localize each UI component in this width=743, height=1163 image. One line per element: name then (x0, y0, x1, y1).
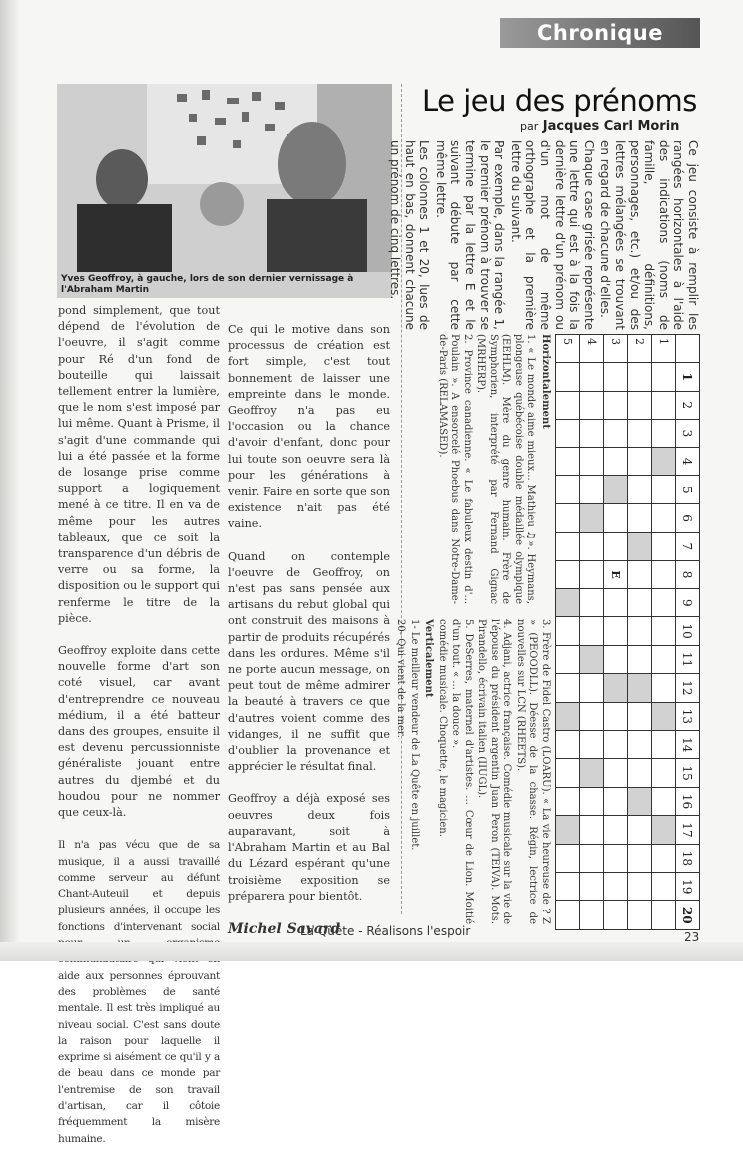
grid-cell[interactable] (580, 419, 604, 447)
clue-item: 1. « Le monde aime mieux... Mathieu ♫». Heymans, plongeuse québécoise double médaillée olympique (EEHLM). Mère du genre humain. Frère de Symphorien, interprété par Fernand Gignac (MRHERP). (475, 334, 537, 604)
grid-row (628, 335, 652, 930)
grid-col-label: 18 (676, 844, 700, 872)
puzzle-clues (395, 334, 551, 930)
puzzle-content (388, 140, 700, 930)
grid-cell[interactable] (652, 844, 676, 872)
grid-cell[interactable] (628, 702, 652, 730)
grid-cell[interactable] (652, 532, 676, 560)
grid-cell[interactable] (652, 731, 676, 759)
footer-shadow (0, 942, 743, 961)
grid-row-label: 4 (580, 335, 604, 363)
grid-row (556, 335, 580, 930)
grid-col-label: 17 (676, 816, 700, 844)
grid-col-label: 4 (676, 448, 700, 476)
grid-col-label: 11 (676, 645, 700, 673)
grid-cell[interactable] (556, 873, 580, 901)
byline-author: Jacques Carl Morin (542, 119, 680, 134)
article-paragraph: Ce qui le motive dans son processus de création est fort simple, c'est tout bonnement de laisser une empreinte dans le monde. Geoffroy n'a pas eu l'occasion ou la chance d'avoir d'enfant, donc pour lui toute son oeuvre sera là pour les générations à venir. Faire en sorte que son existence n'ait pas été vaine. (228, 323, 390, 531)
grid-cell[interactable] (652, 674, 676, 702)
grid-cell-shared[interactable] (628, 674, 652, 702)
puzzle-title: Le jeu des prénoms (422, 84, 697, 118)
clue-item: 2. Province canadienne. « Le fabuleux destin d'... Poulain ». A ensorcelé Phoebus dans Notre-Dame-de-Paris (RELAMASED). (437, 334, 473, 604)
grid-cell-shared[interactable] (652, 816, 676, 844)
grid-cell[interactable] (580, 617, 604, 645)
grid-cell-shared[interactable] (604, 476, 628, 504)
grid-cell[interactable] (556, 674, 580, 702)
clue-item: 4. Adjani, actrice française. Comédie musicale sur la vie de l'épouse du président argentin Juan Peron (TEIVA). Mots. Pirandello, écrivain italien (IIUGL). (476, 619, 513, 924)
grid-col-label: 5 (676, 476, 700, 504)
grid-row (580, 335, 604, 930)
grid-col-label: 6 (676, 504, 700, 532)
grid-cell[interactable] (652, 560, 676, 588)
grid-cell[interactable] (604, 589, 628, 617)
grid-cell[interactable] (628, 873, 652, 901)
grid-cell[interactable] (604, 816, 628, 844)
instruction-paragraph: Par exemple, dans la rangée 1, le premier prénom à trouver se termine par la lettre E et le suivant débute par cette même lettre. (433, 140, 507, 330)
grid-row-label: 5 (556, 335, 580, 363)
grid-cell-shared[interactable] (604, 674, 628, 702)
grid-cell[interactable] (556, 617, 580, 645)
grid-cell[interactable] (652, 589, 676, 617)
grid-cell[interactable] (556, 419, 580, 447)
grid-cell[interactable] (556, 391, 580, 419)
photo-illustration (57, 84, 392, 272)
grid-cell[interactable] (604, 532, 628, 560)
clue-item: 5. DeSerres, maternel d'artistes. ... Cœur de Lion. Moitié d'un tout. « ... la douce ». (450, 619, 474, 924)
grid-cell[interactable] (580, 560, 604, 588)
article-paragraph: Quand on contemple l'oeuvre de Geoffroy, on n'est pas sans pensée aux artisans du rebut global qui ont construit des maisons à partir de produits récupérés dans les ordures. Même s'il ne porte aucun message, on peut tout de même admirer la beauté à travers ce que d'autres voient comme des vidanges, il ne suffit que d'oublier la provenance et apprécier le résultat final. (228, 549, 390, 774)
grid-col-label: 12 (676, 674, 700, 702)
grid-cell[interactable] (652, 363, 676, 391)
grid-col-label: 3 (676, 419, 700, 447)
grid-col-label: 13 (676, 702, 700, 730)
clues-vertical-title: Verticalement (423, 619, 435, 698)
instruction-paragraph: Chaque case grisée représente une lettre qui est à la fois la dernière lettre d'un prénom ou d'un mot de même orthographe et la première lettre du suivant. (508, 140, 596, 330)
grid-cell[interactable] (652, 617, 676, 645)
grid-cell[interactable] (652, 901, 676, 930)
grid-cell[interactable] (628, 448, 652, 476)
grid-cell[interactable] (628, 419, 652, 447)
grid-cell[interactable] (556, 844, 580, 872)
grid-cell[interactable] (556, 787, 580, 815)
clue-item-continued: comédie musicale. Choquette, le magicien. (437, 619, 448, 837)
grid-cell[interactable] (628, 816, 652, 844)
grid-cell[interactable] (580, 674, 604, 702)
clues-horizontal-title: Horizontalement (540, 334, 551, 429)
byline-prefix: par (520, 120, 539, 133)
instruction-paragraph: Ce jeu consiste à remplir les rangées horizontales à l'aide des indications (noms de famille, définitions, personnages, etc.) et/ou des lettres mélangées se trouvant en regard de chacune d'elles. (598, 140, 700, 330)
puzzle-rotated-block (388, 140, 700, 930)
grid-cell[interactable] (604, 844, 628, 872)
grid-row (604, 335, 628, 930)
grid-cell[interactable] (580, 816, 604, 844)
grid-cell[interactable] (556, 363, 580, 391)
grid-cell-shared[interactable] (556, 816, 580, 844)
grid-cell[interactable] (580, 844, 604, 872)
grid-cell[interactable] (556, 645, 580, 673)
grid-cell[interactable] (652, 873, 676, 901)
grid-cell-shared[interactable] (652, 702, 676, 730)
article-column-1 (58, 303, 220, 1163)
grid-cell[interactable] (556, 759, 580, 787)
grid-cell[interactable] (652, 391, 676, 419)
article-paragraph: Geoffroy a déjà exposé ses oeuvres deux fois auparavant, soit à l'Abraham Martin et au Bal du Lézard espérant qu'une troisième exposition se préparera pour bientôt. (228, 792, 390, 903)
clue-item: 20- Qui vient de la mer. (395, 619, 407, 738)
grid-cell[interactable] (604, 901, 628, 930)
grid-cell-shared[interactable] (580, 759, 604, 787)
puzzle-instructions (388, 140, 700, 330)
grid-col-label: 10 (676, 617, 700, 645)
grid-cell[interactable] (556, 560, 580, 588)
grid-cell[interactable] (628, 759, 652, 787)
grid-cell[interactable] (580, 787, 604, 815)
grid-cell[interactable] (604, 504, 628, 532)
grid-cell-shared[interactable] (628, 532, 652, 560)
grid-col-label: 9 (676, 589, 700, 617)
grid-cell[interactable] (580, 702, 604, 730)
grid-cell[interactable] (580, 873, 604, 901)
grid-col-label: 15 (676, 759, 700, 787)
grid-cell[interactable] (604, 731, 628, 759)
article-paragraph: pond simplement, que tout dépend de l'évolution de l'oeuvre, il s'agit comme pour Ré d'un fond de bouteille qui laissait tellement entrer la lumière, que le nom s'est imposé par lui même. Quant à Prisme, il s'agit d'une commande qui lui a été passée et la forme de losange prise comme support a logiquement mené à ce titre. Il en va de même pour les autres tableaux, que ce soit la transparence d'un débris de verre ou sa forme, la disposition ou le support qui renferme le titre de la pièce. (58, 304, 220, 625)
article-column-2 (228, 322, 390, 937)
puzzle-grid (555, 334, 700, 930)
grid-cell[interactable] (580, 532, 604, 560)
grid-cell[interactable] (556, 504, 580, 532)
grid-cell[interactable] (628, 844, 652, 872)
grid-cell[interactable] (604, 787, 628, 815)
grid-col-label: 7 (676, 532, 700, 560)
clues-column-a (411, 334, 551, 604)
grid-cell[interactable] (604, 873, 628, 901)
grid-cell[interactable] (652, 787, 676, 815)
grid-header-row (676, 335, 700, 930)
grid-cell[interactable] (652, 759, 676, 787)
photo-caption: Yves Geoffroy, à gauche, lors de son dernier vernissage à l'Abraham Martin (57, 272, 392, 298)
grid-cell[interactable] (628, 731, 652, 759)
puzzle-byline (520, 119, 679, 134)
grid-cell[interactable] (604, 363, 628, 391)
article-paragraph: Il n'a pas vécu que de sa musique, il a aussi travaillé comme serveur au défunt Chant-Auteuil et depuis plusieurs années, il occupe les fonctions d'intervenant social aide aux personnes éprouvant des problèmes de santé mentale. Il est très impliqué au niveau social. C'est sans doute la raison pour laquelle il exprime si aisément ce qu'il y a de beau dans ce monde par l'entremise de son travail d'artisan, car il côtoie fréquemment la misère humaine. (58, 839, 220, 1145)
grid-col-label: 1 (676, 363, 700, 391)
page-number: 23 (684, 930, 700, 944)
grid-cell[interactable] (604, 645, 628, 673)
grid-cell-shared[interactable] (628, 787, 652, 815)
grid-cell[interactable] (652, 419, 676, 447)
grid-cell[interactable] (556, 731, 580, 759)
grid-cell[interactable] (556, 901, 580, 930)
grid-col-label: 2 (676, 391, 700, 419)
clue-item: 3. Frère de Fidel Castro (LOARU). « La vie heureuse de ? Z » (PEOODLL). Déesse de la chasse. Régin, lectrice de nouvelles sur LCN (RHEETS). (515, 619, 551, 924)
grid-cell[interactable] (628, 504, 652, 532)
grid-row-label: 2 (628, 335, 652, 363)
grid-cell[interactable] (628, 391, 652, 419)
grid-cell[interactable] (628, 560, 652, 588)
grid-cell[interactable] (628, 901, 652, 930)
grid-cell[interactable] (580, 476, 604, 504)
grid-cell[interactable] (580, 391, 604, 419)
clues-column-b (395, 619, 551, 924)
grid-cell[interactable] (556, 476, 580, 504)
grid-cell[interactable] (580, 589, 604, 617)
grid-cell[interactable] (580, 363, 604, 391)
article-photo (57, 84, 392, 272)
grid-cell[interactable] (580, 731, 604, 759)
grid-cell[interactable] (604, 448, 628, 476)
grid-cell[interactable] (580, 448, 604, 476)
grid-col-label: 19 (676, 873, 700, 901)
grid-cell[interactable] (604, 419, 628, 447)
grid-col-label: 8 (676, 560, 700, 588)
grid-cell-shared[interactable] (556, 589, 580, 617)
grid-col-label: 20 (676, 901, 700, 930)
grid-cell[interactable] (628, 363, 652, 391)
grid-cell[interactable] (556, 448, 580, 476)
grid-row-label: 1 (652, 335, 676, 363)
grid-corner (676, 335, 700, 363)
grid-cell[interactable] (580, 901, 604, 930)
article-paragraph: Geoffroy exploite dans cette nouvelle forme d'art son coté visuel, car avant d'entreprendre ce nouveau médium, il a été batteur dans des groupes, ensuite il est devenu percussionniste généraliste jouant entre autres du djembé et du houdou pour ne nommer que ceux-là. (58, 644, 220, 820)
grid-col-label: 14 (676, 731, 700, 759)
grid-cell[interactable] (628, 589, 652, 617)
clue-item: 1- Le meilleur vendeur de La Quête en juillet. (409, 619, 420, 851)
grid-cell[interactable] (604, 391, 628, 419)
grid-cell[interactable] (652, 645, 676, 673)
grid-col-label: 16 (676, 787, 700, 815)
grid-cell-given-letter[interactable]: E (604, 560, 628, 588)
grid-cell-shared[interactable] (556, 702, 580, 730)
grid-cell[interactable] (652, 504, 676, 532)
article-signature: Michel Savard (228, 920, 341, 937)
grid-row-label: 3 (604, 335, 628, 363)
grid-cell[interactable] (604, 759, 628, 787)
instruction-paragraph: Les colonnes 1 et 20, lues de haut en bas, donnent chacune un prénom de cinq lettres. (388, 140, 432, 330)
puzzle-grid-area (395, 334, 700, 930)
grid-cell-shared[interactable] (580, 504, 604, 532)
grid-cell-shared[interactable] (580, 645, 604, 673)
grid-cell[interactable] (628, 645, 652, 673)
grid-cell[interactable] (604, 702, 628, 730)
grid-cell[interactable] (628, 617, 652, 645)
section-banner: Chronique (500, 18, 700, 48)
grid-cell[interactable] (556, 532, 580, 560)
grid-cell[interactable] (652, 476, 676, 504)
grid-cell[interactable] (628, 476, 652, 504)
grid-cell[interactable] (604, 617, 628, 645)
page-footer: La Quête - Réalisons l'espoir (300, 924, 471, 938)
grid-row (652, 335, 676, 930)
binding-shadow (0, 0, 20, 961)
grid-cell-shared[interactable] (652, 448, 676, 476)
